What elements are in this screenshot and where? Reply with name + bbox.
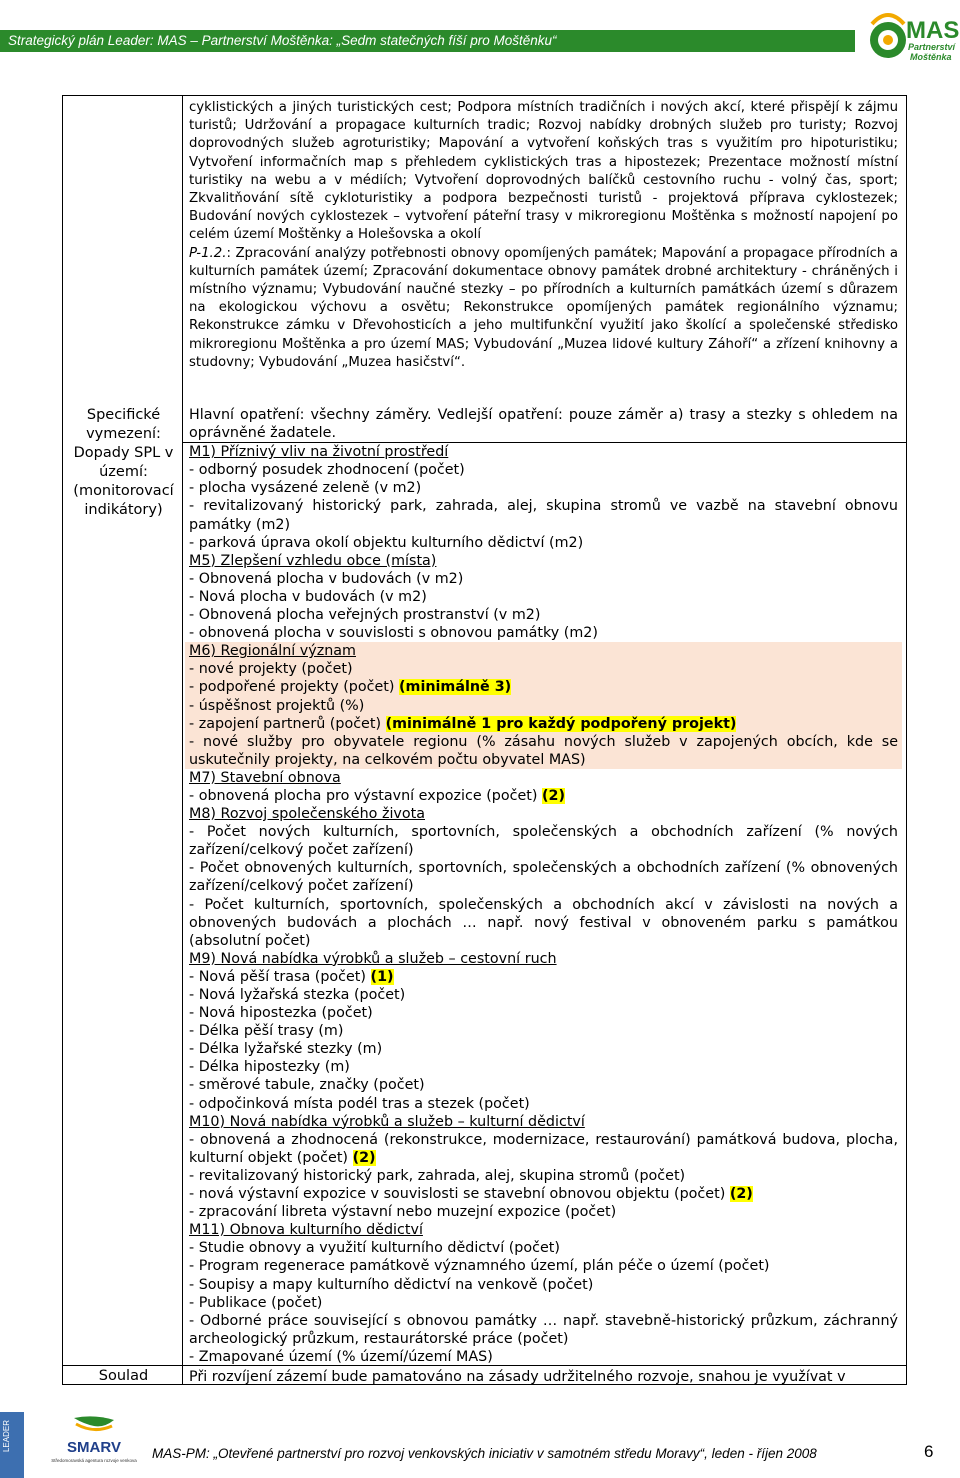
spec-and-indicators (189, 406, 898, 1366)
m6-item-text: - zapojení partnerů (počet) (189, 715, 386, 732)
smarv-logo-subtext: Středomoravská agentura rozvoje venkova (51, 1458, 137, 1463)
m7-item (189, 787, 898, 805)
m9-item: - Nová hipostezka (počet) (189, 1005, 373, 1022)
m9-item: - Nová lyžařská stezka (počet) (189, 987, 406, 1003)
column-divider (182, 96, 183, 1384)
smarv-logo-text: SMARV (67, 1439, 121, 1456)
m8-item: - Počet kulturních, sportovních, společenských a obchodních akcí v závislosti na nových a obnovených budovách a plochách … např. nový festival v obnoveném parku s památkou (absolutní počet) (189, 896, 898, 949)
m11-item: - Soupisy a mapy kulturního dědictví na venkově (počet) (189, 1276, 594, 1293)
m11-item: - Program regenerace památkově významného území, plán péče o území (počet) (189, 1258, 770, 1275)
smarv-logo (44, 1414, 144, 1474)
leader-logo-text: LEADER (2, 1420, 11, 1453)
m6-item-text: - podpořené projekty (počet) (189, 679, 400, 696)
m9-title: M9) Nová nabídka výrobků a služeb – cestovní ruch (189, 950, 557, 967)
m11-item: - Odborné práce související s obnovou památky … např. stavebně-historický průzkum, záchranný archeologický průzkum, restaurátorské práce (počet) (189, 1312, 898, 1347)
m1-item: - odborný posudek zhodnocení (počet) (189, 462, 465, 479)
m9-item: - Délka hipostezky (m) (189, 1059, 350, 1076)
m8-item: - Počet obnovených kulturních, sportovních, společenských a obchodních zařízení (% obnovených zařízení/celkový počet zařízení) (189, 860, 898, 895)
m5-item: - Obnovená plocha veřejných prostranství (v m2) (189, 607, 541, 624)
m6-block (185, 642, 902, 769)
logo-line1: Partnerství (908, 42, 956, 52)
m7-title: M7) Stavební obnova (189, 769, 341, 786)
spl-table (62, 95, 907, 1385)
m6-item (189, 715, 898, 733)
m6-title: M6) Regionální význam (189, 643, 356, 660)
m9-item: - Délka pěší trasy (m) (189, 1023, 344, 1040)
m11-item: - Publikace (počet) (189, 1294, 323, 1311)
m11-item: - Studie obnovy a využití kulturního dědictví (počet) (189, 1240, 560, 1257)
intro-text: cyklistických a jiných turistických cest; Podpora místních tradičních i nových akcí, které přispějí k zájmu turistů; Udržování a propagace kulturních tradic; Rozvoj nabídky drobných služeb pro turisty; Rozvoj doprovodných služeb agroturistiky; Mapování a vytvoření koňských tras s využitím pro hipoturistiku; Vytvoření informačních map s přehledem cyklistických tras a hipostezek; Prezentace možností místní turistiky na webu a v médiích; Vytvoření doprovodných balíčků cestovního ruchu - volný čas, sport; Zkvalitňování sítě cykloturistiky a podpora bezpečnosti turistů - projektová příprava cyklostezek; Budování nových cyklostezek – vytvoření páteřní trasy v mikroregionu Moštěnka s možností napojení po celém území Moštěnky a Holešovska a okolí (189, 100, 898, 243)
m10-item-highlight: (2) (352, 1149, 376, 1166)
m9-item: - Délka lyžařské stezky (m) (189, 1041, 383, 1058)
m11-title: M11) Obnova kulturního dědictví (189, 1222, 423, 1239)
soulad-row-divider (63, 1365, 906, 1366)
p12-text: : Zpracování analýzy potřebnosti obnovy opomíjených památek; Mapování a propagace přírodních a kulturních památek území; Zpracování dokumentace obnovy památek drobné architektury - chráněných i místního významu; Vybudování naučné stezky – po přírodních a kulturních památkách území s důrazem na ekologickou výchovu a osvětu; Rekonstrukce opomíjených památek regionálního významu; Rekonstrukce zámku v Dřevohosticích a jeho multifunkční využití jako školící a společenské středisko mikroregionu Moštěnka a pro území MAS; Vybudování „Muzea lidové kultury Záhoří“ a zřízení knihovny a studovny; Vybudování „Muzea hasičství“. (189, 245, 898, 370)
spec-text: Hlavní opatření: všechny záměry. Vedlejší opatření: pouze záměr a) trasy a stezky s ohledem na oprávněné žadatele. (189, 407, 898, 442)
logo-line2: Moštěnka (910, 52, 952, 62)
m7-item-highlight: (2) (541, 787, 566, 804)
m9-item-text: - Nová pěší trasa (počet) (189, 968, 371, 985)
m5-title: M5) Zlepšení vzhledu obce (místa) (189, 552, 437, 569)
m1-item: - parková úprava okolí objektu kulturního dědictví (m2) (189, 534, 584, 551)
m1-item: - plocha vysázené zeleně (v m2) (189, 480, 422, 497)
m9-item-highlight: (1) (370, 968, 394, 985)
spec-label: Specifické vymezení: (86, 407, 161, 442)
m5-item: - obnovená plocha v souvislosti s obnovou památky (m2) (189, 625, 598, 642)
m5-item: - Nová plocha v budovách (v m2) (189, 588, 427, 605)
m6-item-highlight: (minimálně 1 pro každý podpořený projekt) (385, 715, 737, 732)
m10-item: - revitalizovaný historický park, zahrada, alej, skupina stromů (počet) (189, 1167, 686, 1184)
m10-item: - zpracování libreta výstavní nebo muzejní expozice (počet) (189, 1204, 617, 1221)
m6-item: - nové služby pro obyvatele regionu (% zásahu nových služeb v zapojených obcích, kde se uskutečnily projekty, na celkovém počtu obyvatel MAS) (189, 733, 898, 768)
opatreni-text (189, 99, 898, 372)
m6-item (189, 678, 898, 696)
soulad-label: Soulad (98, 1368, 149, 1384)
m10-item (189, 1185, 898, 1203)
header-title: Strategický plán Leader: MAS – Partnerství Moštěnka: „Sedm statečných fíší pro Moštěnku“ (8, 33, 557, 48)
m10-item-highlight: (2) (729, 1186, 753, 1203)
m11-item: - Zmapované území (% území/území MAS) (189, 1348, 493, 1365)
page-number: 6 (924, 1442, 934, 1461)
m10-item-text: - obnovená a zhodnocená (rekonstrukce, modernizace, restaurování) památková budova, plocha, kulturní objekt (počet) (189, 1131, 898, 1166)
m8-item: - Počet nových kulturních, sportovních, společenských a obchodních zařízení (% nových zařízení/celkový počet zařízení) (189, 824, 898, 859)
m1-item: - revitalizovaný historický park, zahrada, alej, skupina stromů ve vazbě na stavební obnovu památky (m2) (189, 498, 898, 533)
m10-item-text: - nová výstavní expozice v souvislosti se stavební obnovou objektu (počet) (189, 1186, 730, 1203)
m9-item: - směrové tabule, značky (počet) (189, 1077, 425, 1094)
m10-item (189, 1131, 898, 1167)
m6-item-highlight: (minimálně 3) (399, 679, 512, 696)
m9-item (189, 968, 898, 986)
dopady-label: Dopady SPL v území: (monitorovací indikátory) (73, 445, 174, 518)
m9-item: - odpočinková místa podél tras a stezek (počet) (189, 1095, 530, 1112)
m7-item-text: - obnovená plocha pro výstavní expozice (počet) (189, 787, 542, 804)
m8-title: M8) Rozvoj společenského života (189, 806, 425, 823)
mas-logo (868, 4, 960, 76)
m5-item: - Obnovená plocha v budovách (v m2) (189, 570, 464, 587)
footer-text: MAS-PM: „Otevřené partnerství pro rozvoj venkovských iniciativ v samotném středu Moravy“, leden - říjen 2008 (152, 1446, 817, 1461)
logo-big-text: MAS (906, 17, 960, 44)
m10-title: M10) Nová nabídka výrobků a služeb – kulturní dědictví (189, 1113, 585, 1130)
m6-item: - úspěšnost projektů (%) (189, 697, 365, 714)
soulad-text: Při rozvíjení zázemí bude pamatováno na zásady udržitelného rozvoje, snahou je využívat v (189, 1369, 846, 1385)
m6-item: - nové projekty (počet) (189, 661, 353, 678)
p12-label: P-1.2. (189, 245, 227, 261)
m1-title: M1) Příznivý vliv na životní prostředí (189, 444, 449, 461)
